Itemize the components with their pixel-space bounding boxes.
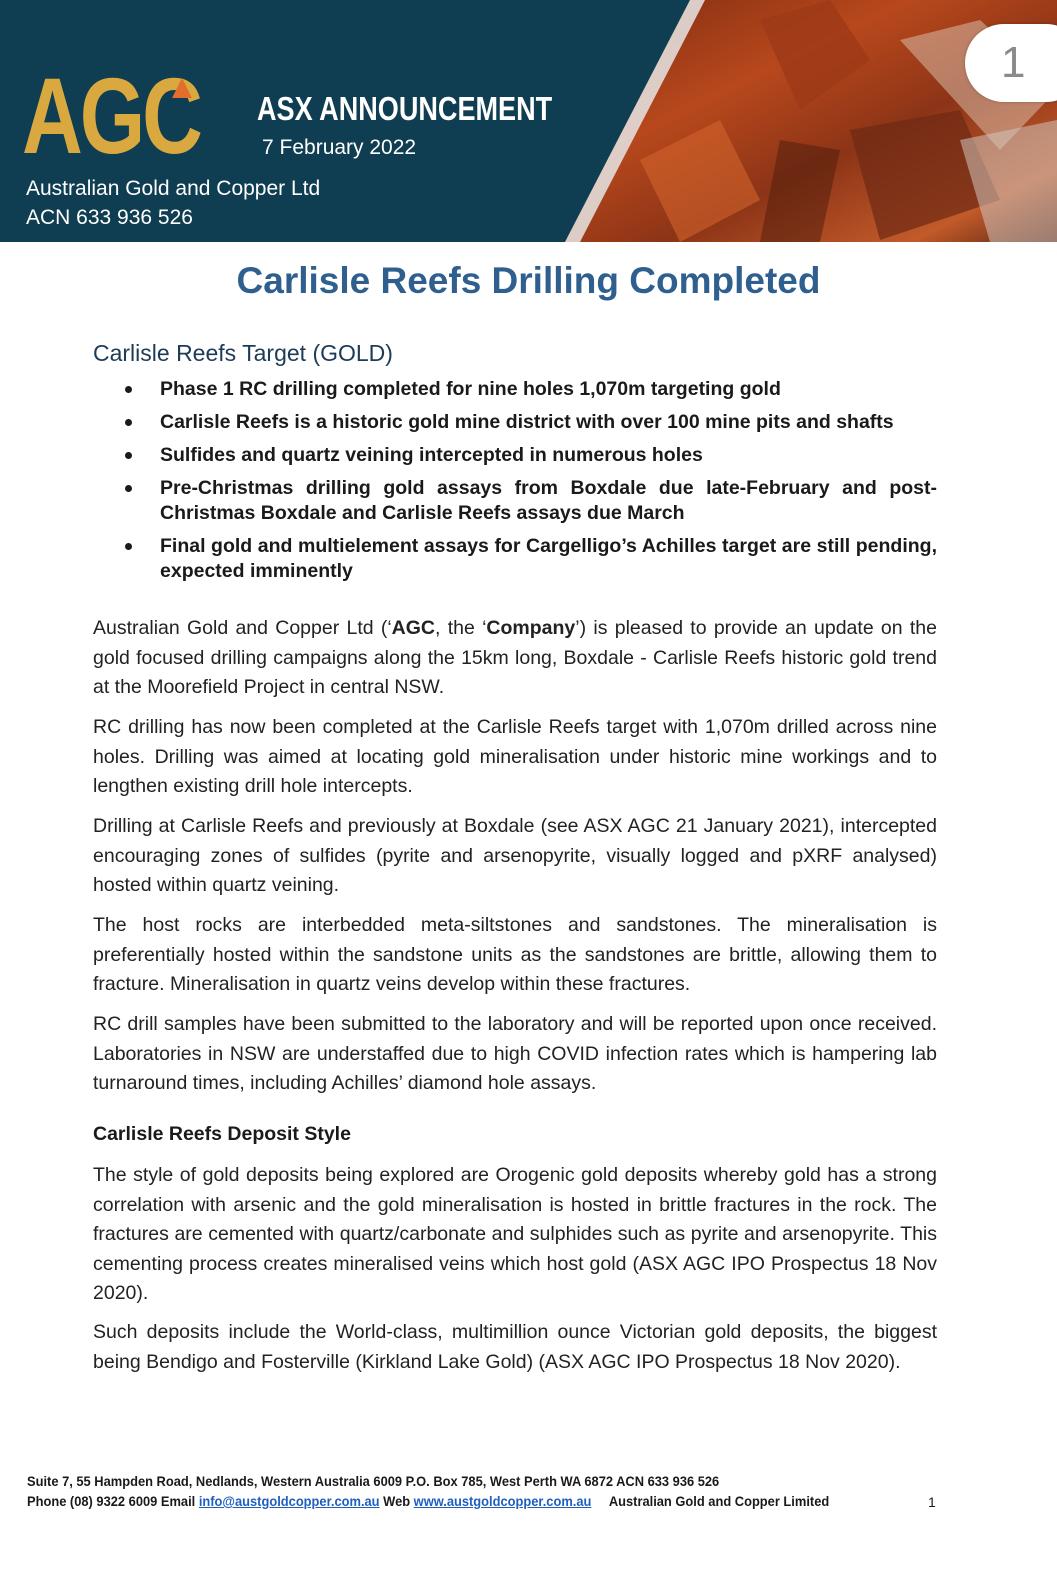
list-item: Final gold and multielement assays for Cargelligo’s Achilles target are still pending, expected imminently bbox=[160, 535, 937, 582]
intro-agc: AGC bbox=[391, 617, 436, 639]
paragraph-host-rocks: The host rocks are interbedded meta-siltstones and sandstones. The mineralisation is preferentially hosted within the sandstone units as the sandstones are brittle, allowing them to fracture. Mineralisation in quartz veins develop within these fractures. bbox=[93, 914, 937, 995]
paragraph-deposit-examples: Such deposits include the World-class, multimillion ounce Victorian gold deposits, the biggest being Bendigo and Fosterville (Kirkland Lake Gold) (ASX AGC IPO Prospectus 18 Nov 2020). bbox=[93, 1321, 937, 1373]
intro-text-2: , the ‘ bbox=[435, 617, 487, 639]
list-item: Pre-Christmas drilling gold assays from Boxdale due late-February and post-Christmas Boxdale and Carlisle Reefs assays due March bbox=[160, 477, 937, 524]
paragraph-samples: RC drill samples have been submitted to the laboratory and will be reported upon once received. Laboratories in NSW are understaffed due to high COVID infection rates which is hampering lab turnaround times, including Achilles’ diamond hole assays. bbox=[93, 1013, 937, 1094]
bullet-icon bbox=[125, 419, 132, 426]
section-heading: Carlisle Reefs Target (GOLD) bbox=[93, 340, 393, 366]
document-title: Carlisle Reefs Drilling Completed bbox=[236, 260, 821, 301]
bullet-icon bbox=[125, 485, 132, 492]
footer-phone: Phone (08) 9322 6009 Email bbox=[27, 1493, 199, 1509]
page-number-tab-label: 1 bbox=[1001, 38, 1026, 87]
company-acn: ACN 633 936 526 bbox=[26, 206, 193, 229]
intro-company: Company bbox=[486, 617, 576, 639]
footer-company: Australian Gold and Copper Limited bbox=[591, 1493, 830, 1509]
bullet-icon bbox=[125, 386, 132, 393]
bullet-icon bbox=[125, 452, 132, 459]
bullet-icon bbox=[125, 543, 132, 550]
announcement-date: 7 February 2022 bbox=[262, 136, 417, 159]
agc-logo: AGC bbox=[22, 55, 200, 176]
intro-paragraph bbox=[93, 614, 937, 703]
logo-triangle-icon bbox=[172, 78, 192, 98]
deposit-style-heading: Carlisle Reefs Deposit Style bbox=[93, 1123, 351, 1145]
intro-text-3: ’) is pleased to provide an update on the gold focused drilling campaigns along the 15km long, Boxdale - Carlisle Reefs historic gold trend at the Moorefield Project in central NSW. bbox=[93, 617, 937, 698]
paragraph-deposit-style: The style of gold deposits being explored are Orogenic gold deposits whereby gold has a strong correlation with arsenic and the gold mineralisation is hosted in brittle fractures in the rock. The fractures are cemented with quartz/carbonate and sulphides such as pyrite and arsenopyrite. This cementing process creates mineralised veins which host gold (ASX AGC IPO Prospectus 18 Nov 2020). bbox=[93, 1164, 937, 1304]
page-number-tab bbox=[965, 24, 1057, 102]
list-item: Carlisle Reefs is a historic gold mine district with over 100 mine pits and shafts bbox=[160, 411, 894, 433]
paragraph-intercepts: Drilling at Carlisle Reefs and previously at Boxdale (see ASX AGC 21 January 2021), intercepted encouraging zones of sulfides (pyrite and arsenopyrite, visually logged and pXRF analysed) hosted within quartz veining. bbox=[93, 815, 937, 896]
footer-web-label: Web bbox=[379, 1493, 414, 1509]
list-item: Phase 1 RC drilling completed for nine holes 1,070m targeting gold bbox=[160, 378, 781, 400]
footer-contact bbox=[27, 1493, 829, 1509]
intro-text-1: Australian Gold and Copper Ltd (‘ bbox=[93, 617, 392, 639]
footer-page-number: 1 bbox=[928, 1494, 936, 1510]
company-name: Australian Gold and Copper Ltd bbox=[26, 177, 321, 200]
list-item: Sulfides and quartz veining intercepted in numerous holes bbox=[160, 444, 703, 466]
footer-web-link[interactable]: www.austgoldcopper.com.au bbox=[413, 1493, 592, 1509]
paragraph-drilling-completed: RC drilling has now been completed at the Carlisle Reefs target with 1,070m drilled across nine holes. Drilling was aimed at locating gold mineralisation under historic mine workings and to lengthen existing drill hole intercepts. bbox=[93, 716, 937, 797]
announcement-label: ASX ANNOUNCEMENT bbox=[257, 90, 553, 127]
footer-address: Suite 7, 55 Hampden Road, Nedlands, Western Australia 6009 P.O. Box 785, West Perth WA 6872 ACN 633 936 526 bbox=[27, 1473, 720, 1489]
header-banner bbox=[0, 0, 1057, 242]
footer-email-link[interactable]: info@austgoldcopper.com.au bbox=[198, 1493, 380, 1509]
